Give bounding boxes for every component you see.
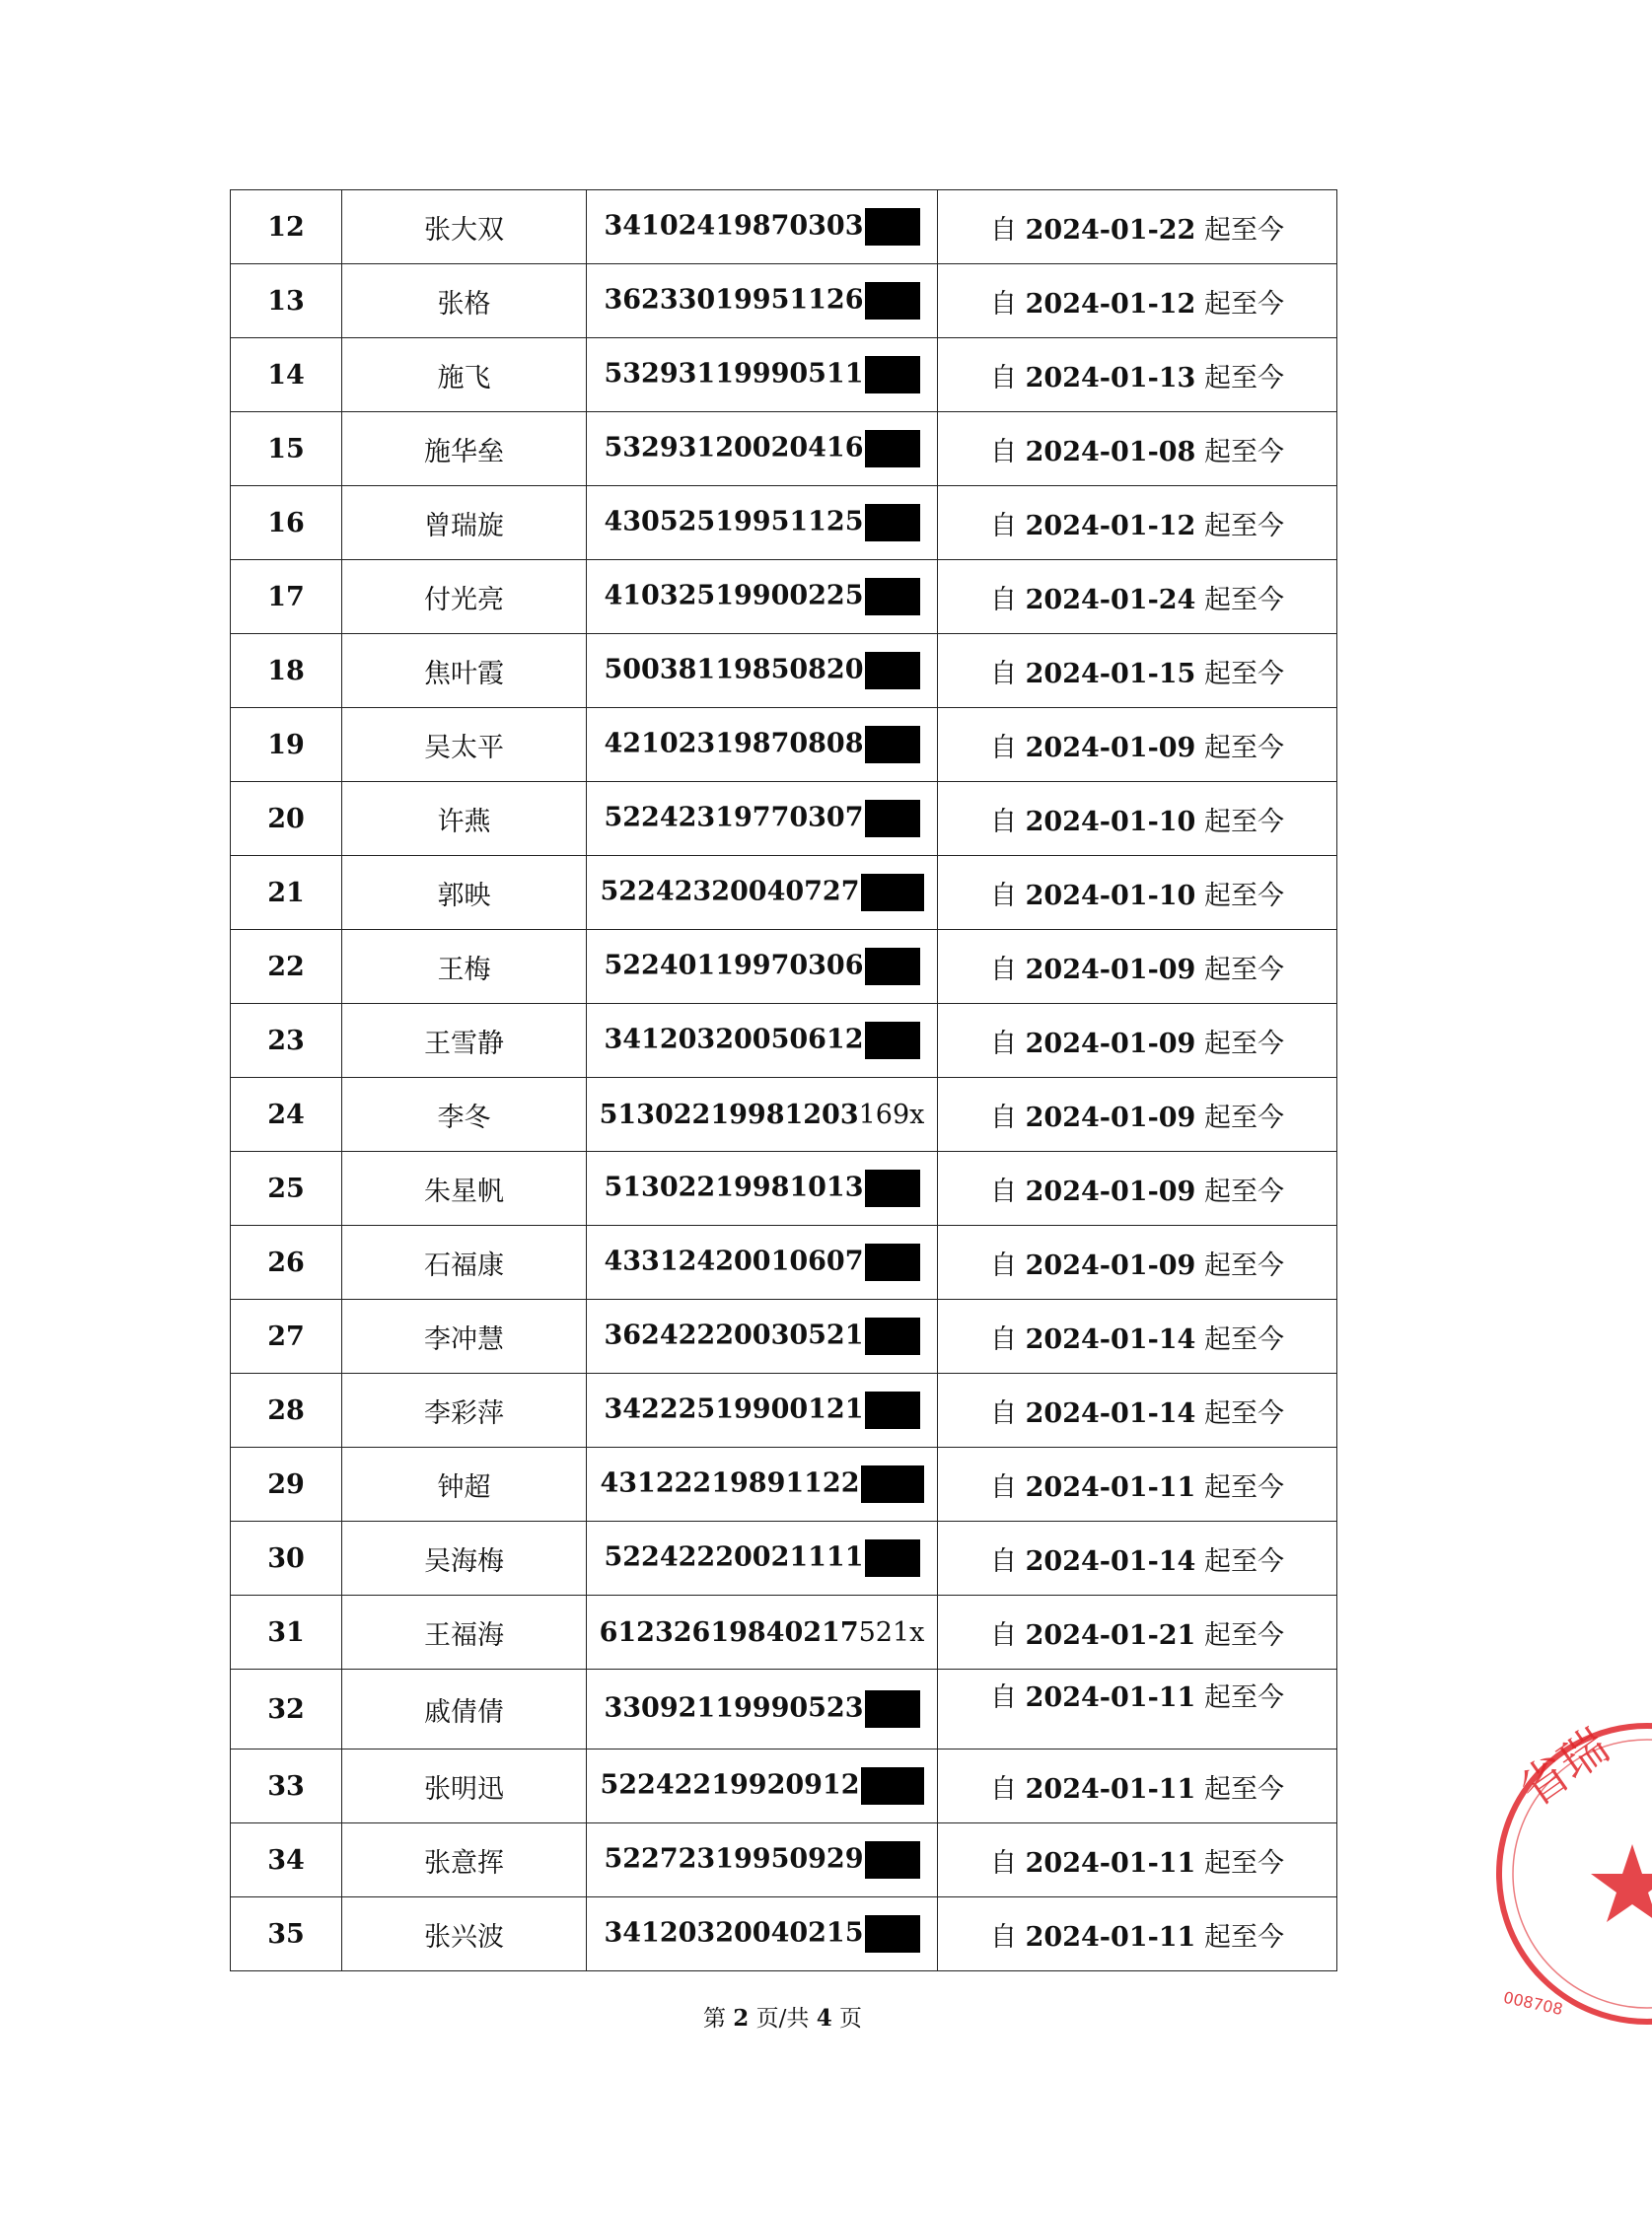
start-date-cell bbox=[938, 1152, 1337, 1226]
id-number: 34222519900121 bbox=[604, 1393, 864, 1425]
person-name: 施飞 bbox=[342, 338, 587, 412]
start-date: 2024-01-12 bbox=[1025, 288, 1196, 320]
date-prefix: 自 bbox=[990, 658, 1018, 689]
redaction-block bbox=[865, 1392, 920, 1429]
start-date: 2024-01-11 bbox=[1025, 1921, 1196, 1953]
page-footer bbox=[0, 2000, 1565, 2033]
id-number-cell bbox=[587, 1448, 938, 1522]
date-prefix: 自 bbox=[990, 1176, 1018, 1207]
id-number: 50038119850820 bbox=[604, 654, 864, 685]
person-name: 石福康 bbox=[342, 1226, 587, 1300]
date-prefix: 自 bbox=[990, 1619, 1018, 1651]
date-prefix: 自 bbox=[990, 214, 1018, 246]
table-row bbox=[231, 1596, 1337, 1670]
start-date-cell bbox=[938, 930, 1337, 1004]
id-number: 43312420010607 bbox=[604, 1246, 864, 1277]
id-number: 34102419870303 bbox=[604, 210, 864, 242]
id-number: 43122219891122 bbox=[600, 1467, 860, 1499]
row-number: 15 bbox=[231, 412, 342, 486]
table-row bbox=[231, 1448, 1337, 1522]
start-date: 2024-01-09 bbox=[1025, 1102, 1196, 1133]
date-prefix: 自 bbox=[990, 1397, 1018, 1429]
row-number: 32 bbox=[231, 1670, 342, 1750]
redaction-block bbox=[865, 1170, 920, 1207]
id-number-cell bbox=[587, 560, 938, 634]
person-name: 李冲慧 bbox=[342, 1300, 587, 1374]
start-date-cell bbox=[938, 1004, 1337, 1078]
person-name: 张兴波 bbox=[342, 1897, 587, 1971]
table-row bbox=[231, 264, 1337, 338]
redaction-block bbox=[865, 430, 920, 467]
row-number: 14 bbox=[231, 338, 342, 412]
start-date: 2024-01-14 bbox=[1025, 1397, 1196, 1429]
date-suffix: 起至今 bbox=[1203, 1773, 1284, 1805]
redaction-block bbox=[865, 1690, 920, 1728]
person-name: 吴太平 bbox=[342, 708, 587, 782]
id-number: 61232619840217 bbox=[599, 1616, 859, 1648]
id-number: 36233019951126 bbox=[604, 284, 864, 316]
date-prefix: 自 bbox=[990, 1471, 1018, 1503]
row-number: 28 bbox=[231, 1374, 342, 1448]
redaction-block bbox=[865, 208, 920, 246]
start-date: 2024-01-09 bbox=[1025, 1028, 1196, 1059]
table-row bbox=[231, 1522, 1337, 1596]
row-number: 35 bbox=[231, 1897, 342, 1971]
date-suffix: 起至今 bbox=[1203, 288, 1284, 320]
row-number: 18 bbox=[231, 634, 342, 708]
seal-number: 008708 bbox=[1501, 1987, 1565, 2020]
row-number: 19 bbox=[231, 708, 342, 782]
row-number: 20 bbox=[231, 782, 342, 856]
date-suffix: 起至今 bbox=[1203, 510, 1284, 541]
id-number: 53293119990511 bbox=[604, 358, 864, 390]
redaction-block bbox=[865, 800, 920, 837]
date-suffix: 起至今 bbox=[1203, 732, 1284, 763]
person-name: 付光亮 bbox=[342, 560, 587, 634]
id-number: 53293120020416 bbox=[604, 432, 864, 464]
id-number: 33092119990523 bbox=[604, 1692, 864, 1724]
start-date-cell bbox=[938, 1750, 1337, 1823]
row-number: 33 bbox=[231, 1750, 342, 1823]
date-suffix: 起至今 bbox=[1203, 1028, 1284, 1059]
start-date: 2024-01-10 bbox=[1025, 806, 1196, 837]
date-prefix: 自 bbox=[990, 954, 1018, 985]
start-date-cell bbox=[938, 264, 1337, 338]
row-number: 34 bbox=[231, 1823, 342, 1897]
start-date: 2024-01-11 bbox=[1025, 1847, 1196, 1879]
id-number-cell bbox=[587, 1226, 938, 1300]
start-date-cell bbox=[938, 1596, 1337, 1670]
id-number-cell bbox=[587, 1152, 938, 1226]
row-number: 21 bbox=[231, 856, 342, 930]
start-date-cell bbox=[938, 560, 1337, 634]
table-row bbox=[231, 1300, 1337, 1374]
start-date-cell bbox=[938, 412, 1337, 486]
person-name: 戚倩倩 bbox=[342, 1670, 587, 1750]
date-prefix: 自 bbox=[990, 1102, 1018, 1133]
employee-table bbox=[230, 189, 1337, 1971]
date-suffix: 起至今 bbox=[1203, 1682, 1284, 1713]
start-date: 2024-01-09 bbox=[1025, 1250, 1196, 1281]
id-number-suffix: 169x bbox=[858, 1099, 925, 1130]
id-number-cell bbox=[587, 1004, 938, 1078]
person-name: 王福海 bbox=[342, 1596, 587, 1670]
start-date-cell bbox=[938, 1670, 1337, 1750]
row-number: 27 bbox=[231, 1300, 342, 1374]
id-number: 51302219981203 bbox=[599, 1099, 859, 1130]
start-date-cell bbox=[938, 634, 1337, 708]
id-number-cell bbox=[587, 190, 938, 264]
row-number: 26 bbox=[231, 1226, 342, 1300]
person-name: 张大双 bbox=[342, 190, 587, 264]
date-prefix: 自 bbox=[990, 1250, 1018, 1281]
start-date: 2024-01-09 bbox=[1025, 1176, 1196, 1207]
person-name: 王梅 bbox=[342, 930, 587, 1004]
id-number: 52242220021111 bbox=[604, 1541, 864, 1573]
table-row bbox=[231, 412, 1337, 486]
date-prefix: 自 bbox=[990, 880, 1018, 911]
id-number-cell bbox=[587, 264, 938, 338]
date-suffix: 起至今 bbox=[1203, 1397, 1284, 1429]
start-date: 2024-01-12 bbox=[1025, 510, 1196, 541]
start-date-cell bbox=[938, 1823, 1337, 1897]
redaction-block bbox=[865, 948, 920, 985]
table-row bbox=[231, 1078, 1337, 1152]
redaction-block bbox=[865, 1539, 920, 1577]
date-prefix: 自 bbox=[990, 362, 1018, 393]
id-number-suffix: 521x bbox=[858, 1616, 925, 1648]
start-date: 2024-01-10 bbox=[1025, 880, 1196, 911]
person-name: 李彩萍 bbox=[342, 1374, 587, 1448]
person-name: 施华垒 bbox=[342, 412, 587, 486]
row-number: 16 bbox=[231, 486, 342, 560]
date-suffix: 起至今 bbox=[1203, 880, 1284, 911]
id-number-cell bbox=[587, 708, 938, 782]
seal-text: 省瑞 bbox=[1509, 1718, 1619, 1819]
start-date: 2024-01-14 bbox=[1025, 1323, 1196, 1355]
row-number: 13 bbox=[231, 264, 342, 338]
date-prefix: 自 bbox=[990, 1773, 1018, 1805]
redaction-block bbox=[865, 356, 920, 393]
date-prefix: 自 bbox=[990, 1028, 1018, 1059]
start-date-cell bbox=[938, 486, 1337, 560]
date-suffix: 起至今 bbox=[1203, 658, 1284, 689]
person-name: 王雪静 bbox=[342, 1004, 587, 1078]
id-number: 52242320040727 bbox=[600, 876, 860, 907]
table-row bbox=[231, 1374, 1337, 1448]
table-body bbox=[231, 190, 1337, 1971]
start-date: 2024-01-22 bbox=[1025, 214, 1196, 246]
person-name: 吴海梅 bbox=[342, 1522, 587, 1596]
table-row bbox=[231, 1823, 1337, 1897]
footer-page-number: 2 bbox=[733, 2005, 750, 2032]
start-date: 2024-01-15 bbox=[1025, 658, 1196, 689]
start-date-cell bbox=[938, 1226, 1337, 1300]
start-date: 2024-01-11 bbox=[1025, 1682, 1196, 1713]
person-name: 张格 bbox=[342, 264, 587, 338]
date-prefix: 自 bbox=[990, 510, 1018, 541]
id-number: 52240119970306 bbox=[604, 950, 864, 981]
redaction-block bbox=[865, 1022, 920, 1059]
date-prefix: 自 bbox=[990, 806, 1018, 837]
person-name: 朱星帆 bbox=[342, 1152, 587, 1226]
start-date-cell bbox=[938, 856, 1337, 930]
row-number: 12 bbox=[231, 190, 342, 264]
date-suffix: 起至今 bbox=[1203, 214, 1284, 246]
redaction-block bbox=[865, 282, 920, 320]
start-date-cell bbox=[938, 190, 1337, 264]
redaction-block bbox=[865, 1318, 920, 1355]
id-number-cell bbox=[587, 412, 938, 486]
start-date-cell bbox=[938, 338, 1337, 412]
redaction-block bbox=[861, 874, 924, 911]
date-suffix: 起至今 bbox=[1203, 1619, 1284, 1651]
table-row bbox=[231, 338, 1337, 412]
id-number-cell bbox=[587, 1823, 938, 1897]
start-date: 2024-01-11 bbox=[1025, 1471, 1196, 1503]
row-number: 25 bbox=[231, 1152, 342, 1226]
row-number: 24 bbox=[231, 1078, 342, 1152]
seal-star-icon bbox=[1591, 1844, 1652, 1922]
start-date: 2024-01-14 bbox=[1025, 1545, 1196, 1577]
date-prefix: 自 bbox=[990, 288, 1018, 320]
table-row bbox=[231, 1226, 1337, 1300]
id-number-cell bbox=[587, 1374, 938, 1448]
table-row bbox=[231, 1670, 1337, 1750]
date-suffix: 起至今 bbox=[1203, 584, 1284, 615]
redaction-block bbox=[865, 1841, 920, 1879]
id-number: 36242220030521 bbox=[604, 1320, 864, 1351]
redaction-block bbox=[861, 1767, 924, 1805]
start-date-cell bbox=[938, 1300, 1337, 1374]
company-seal bbox=[1484, 1711, 1652, 2036]
footer-prefix: 第 bbox=[702, 2006, 726, 2032]
start-date: 2024-01-11 bbox=[1025, 1773, 1196, 1805]
row-number: 23 bbox=[231, 1004, 342, 1078]
footer-suffix: 页 bbox=[839, 2006, 863, 2032]
id-number-cell bbox=[587, 338, 938, 412]
start-date-cell bbox=[938, 1897, 1337, 1971]
id-number-cell bbox=[587, 1670, 938, 1750]
table-row bbox=[231, 1750, 1337, 1823]
redaction-block bbox=[865, 652, 920, 689]
start-date-cell bbox=[938, 1078, 1337, 1152]
id-number-cell bbox=[587, 856, 938, 930]
id-number-cell bbox=[587, 1897, 938, 1971]
person-name: 李冬 bbox=[342, 1078, 587, 1152]
id-number-cell bbox=[587, 1300, 938, 1374]
start-date: 2024-01-21 bbox=[1025, 1619, 1196, 1651]
date-suffix: 起至今 bbox=[1203, 1102, 1284, 1133]
table-row bbox=[231, 856, 1337, 930]
id-number: 34120320050612 bbox=[604, 1024, 864, 1055]
date-suffix: 起至今 bbox=[1203, 1176, 1284, 1207]
redaction-block bbox=[865, 726, 920, 763]
person-name: 曾瑞旋 bbox=[342, 486, 587, 560]
row-number: 30 bbox=[231, 1522, 342, 1596]
date-prefix: 自 bbox=[990, 584, 1018, 615]
id-number: 42102319870808 bbox=[604, 728, 864, 759]
date-suffix: 起至今 bbox=[1203, 806, 1284, 837]
table-row bbox=[231, 486, 1337, 560]
date-suffix: 起至今 bbox=[1203, 954, 1284, 985]
row-number: 31 bbox=[231, 1596, 342, 1670]
table-row bbox=[231, 190, 1337, 264]
date-suffix: 起至今 bbox=[1203, 362, 1284, 393]
id-number: 52272319950929 bbox=[604, 1843, 864, 1875]
id-number-cell bbox=[587, 1078, 938, 1152]
date-prefix: 自 bbox=[990, 1921, 1018, 1953]
id-number: 41032519900225 bbox=[604, 580, 864, 611]
redaction-block bbox=[865, 1244, 920, 1281]
date-suffix: 起至今 bbox=[1203, 1471, 1284, 1503]
id-number-cell bbox=[587, 486, 938, 560]
id-number: 52242219920912 bbox=[600, 1769, 860, 1801]
id-number: 34120320040215 bbox=[604, 1917, 864, 1949]
person-name: 许燕 bbox=[342, 782, 587, 856]
date-suffix: 起至今 bbox=[1203, 436, 1284, 467]
start-date: 2024-01-13 bbox=[1025, 362, 1196, 393]
start-date-cell bbox=[938, 782, 1337, 856]
id-number-cell bbox=[587, 634, 938, 708]
row-number: 22 bbox=[231, 930, 342, 1004]
date-prefix: 自 bbox=[990, 732, 1018, 763]
start-date: 2024-01-09 bbox=[1025, 732, 1196, 763]
date-prefix: 自 bbox=[990, 436, 1018, 467]
redaction-block bbox=[861, 1465, 924, 1503]
person-name: 郭映 bbox=[342, 856, 587, 930]
table-row bbox=[231, 1897, 1337, 1971]
date-suffix: 起至今 bbox=[1203, 1250, 1284, 1281]
start-date: 2024-01-09 bbox=[1025, 954, 1196, 985]
date-prefix: 自 bbox=[990, 1682, 1018, 1713]
row-number: 29 bbox=[231, 1448, 342, 1522]
date-prefix: 自 bbox=[990, 1323, 1018, 1355]
date-suffix: 起至今 bbox=[1203, 1545, 1284, 1577]
person-name: 张明迅 bbox=[342, 1750, 587, 1823]
person-name: 张意挥 bbox=[342, 1823, 587, 1897]
id-number: 52242319770307 bbox=[604, 802, 864, 833]
start-date-cell bbox=[938, 1374, 1337, 1448]
start-date-cell bbox=[938, 1522, 1337, 1596]
redaction-block bbox=[865, 504, 920, 541]
id-number-cell bbox=[587, 1522, 938, 1596]
redaction-block bbox=[865, 578, 920, 615]
table-row bbox=[231, 634, 1337, 708]
table-row bbox=[231, 708, 1337, 782]
id-number-cell bbox=[587, 782, 938, 856]
date-suffix: 起至今 bbox=[1203, 1847, 1284, 1879]
redaction-block bbox=[865, 1915, 920, 1953]
date-prefix: 自 bbox=[990, 1847, 1018, 1879]
id-number-cell bbox=[587, 1750, 938, 1823]
id-number: 43052519951125 bbox=[604, 506, 864, 537]
date-suffix: 起至今 bbox=[1203, 1921, 1284, 1953]
table-row bbox=[231, 930, 1337, 1004]
start-date-cell bbox=[938, 1448, 1337, 1522]
id-number-cell bbox=[587, 930, 938, 1004]
footer-middle: 页/共 bbox=[755, 2006, 810, 2032]
table-row bbox=[231, 1004, 1337, 1078]
footer-total-pages: 4 bbox=[816, 2005, 832, 2032]
table-row bbox=[231, 782, 1337, 856]
id-number-cell bbox=[587, 1596, 938, 1670]
start-date-cell bbox=[938, 708, 1337, 782]
start-date: 2024-01-24 bbox=[1025, 584, 1196, 615]
person-name: 钟超 bbox=[342, 1448, 587, 1522]
table-row bbox=[231, 1152, 1337, 1226]
person-name: 焦叶霞 bbox=[342, 634, 587, 708]
start-date: 2024-01-08 bbox=[1025, 436, 1196, 467]
id-number: 51302219981013 bbox=[604, 1172, 864, 1203]
table-row bbox=[231, 560, 1337, 634]
date-suffix: 起至今 bbox=[1203, 1323, 1284, 1355]
date-prefix: 自 bbox=[990, 1545, 1018, 1577]
row-number: 17 bbox=[231, 560, 342, 634]
